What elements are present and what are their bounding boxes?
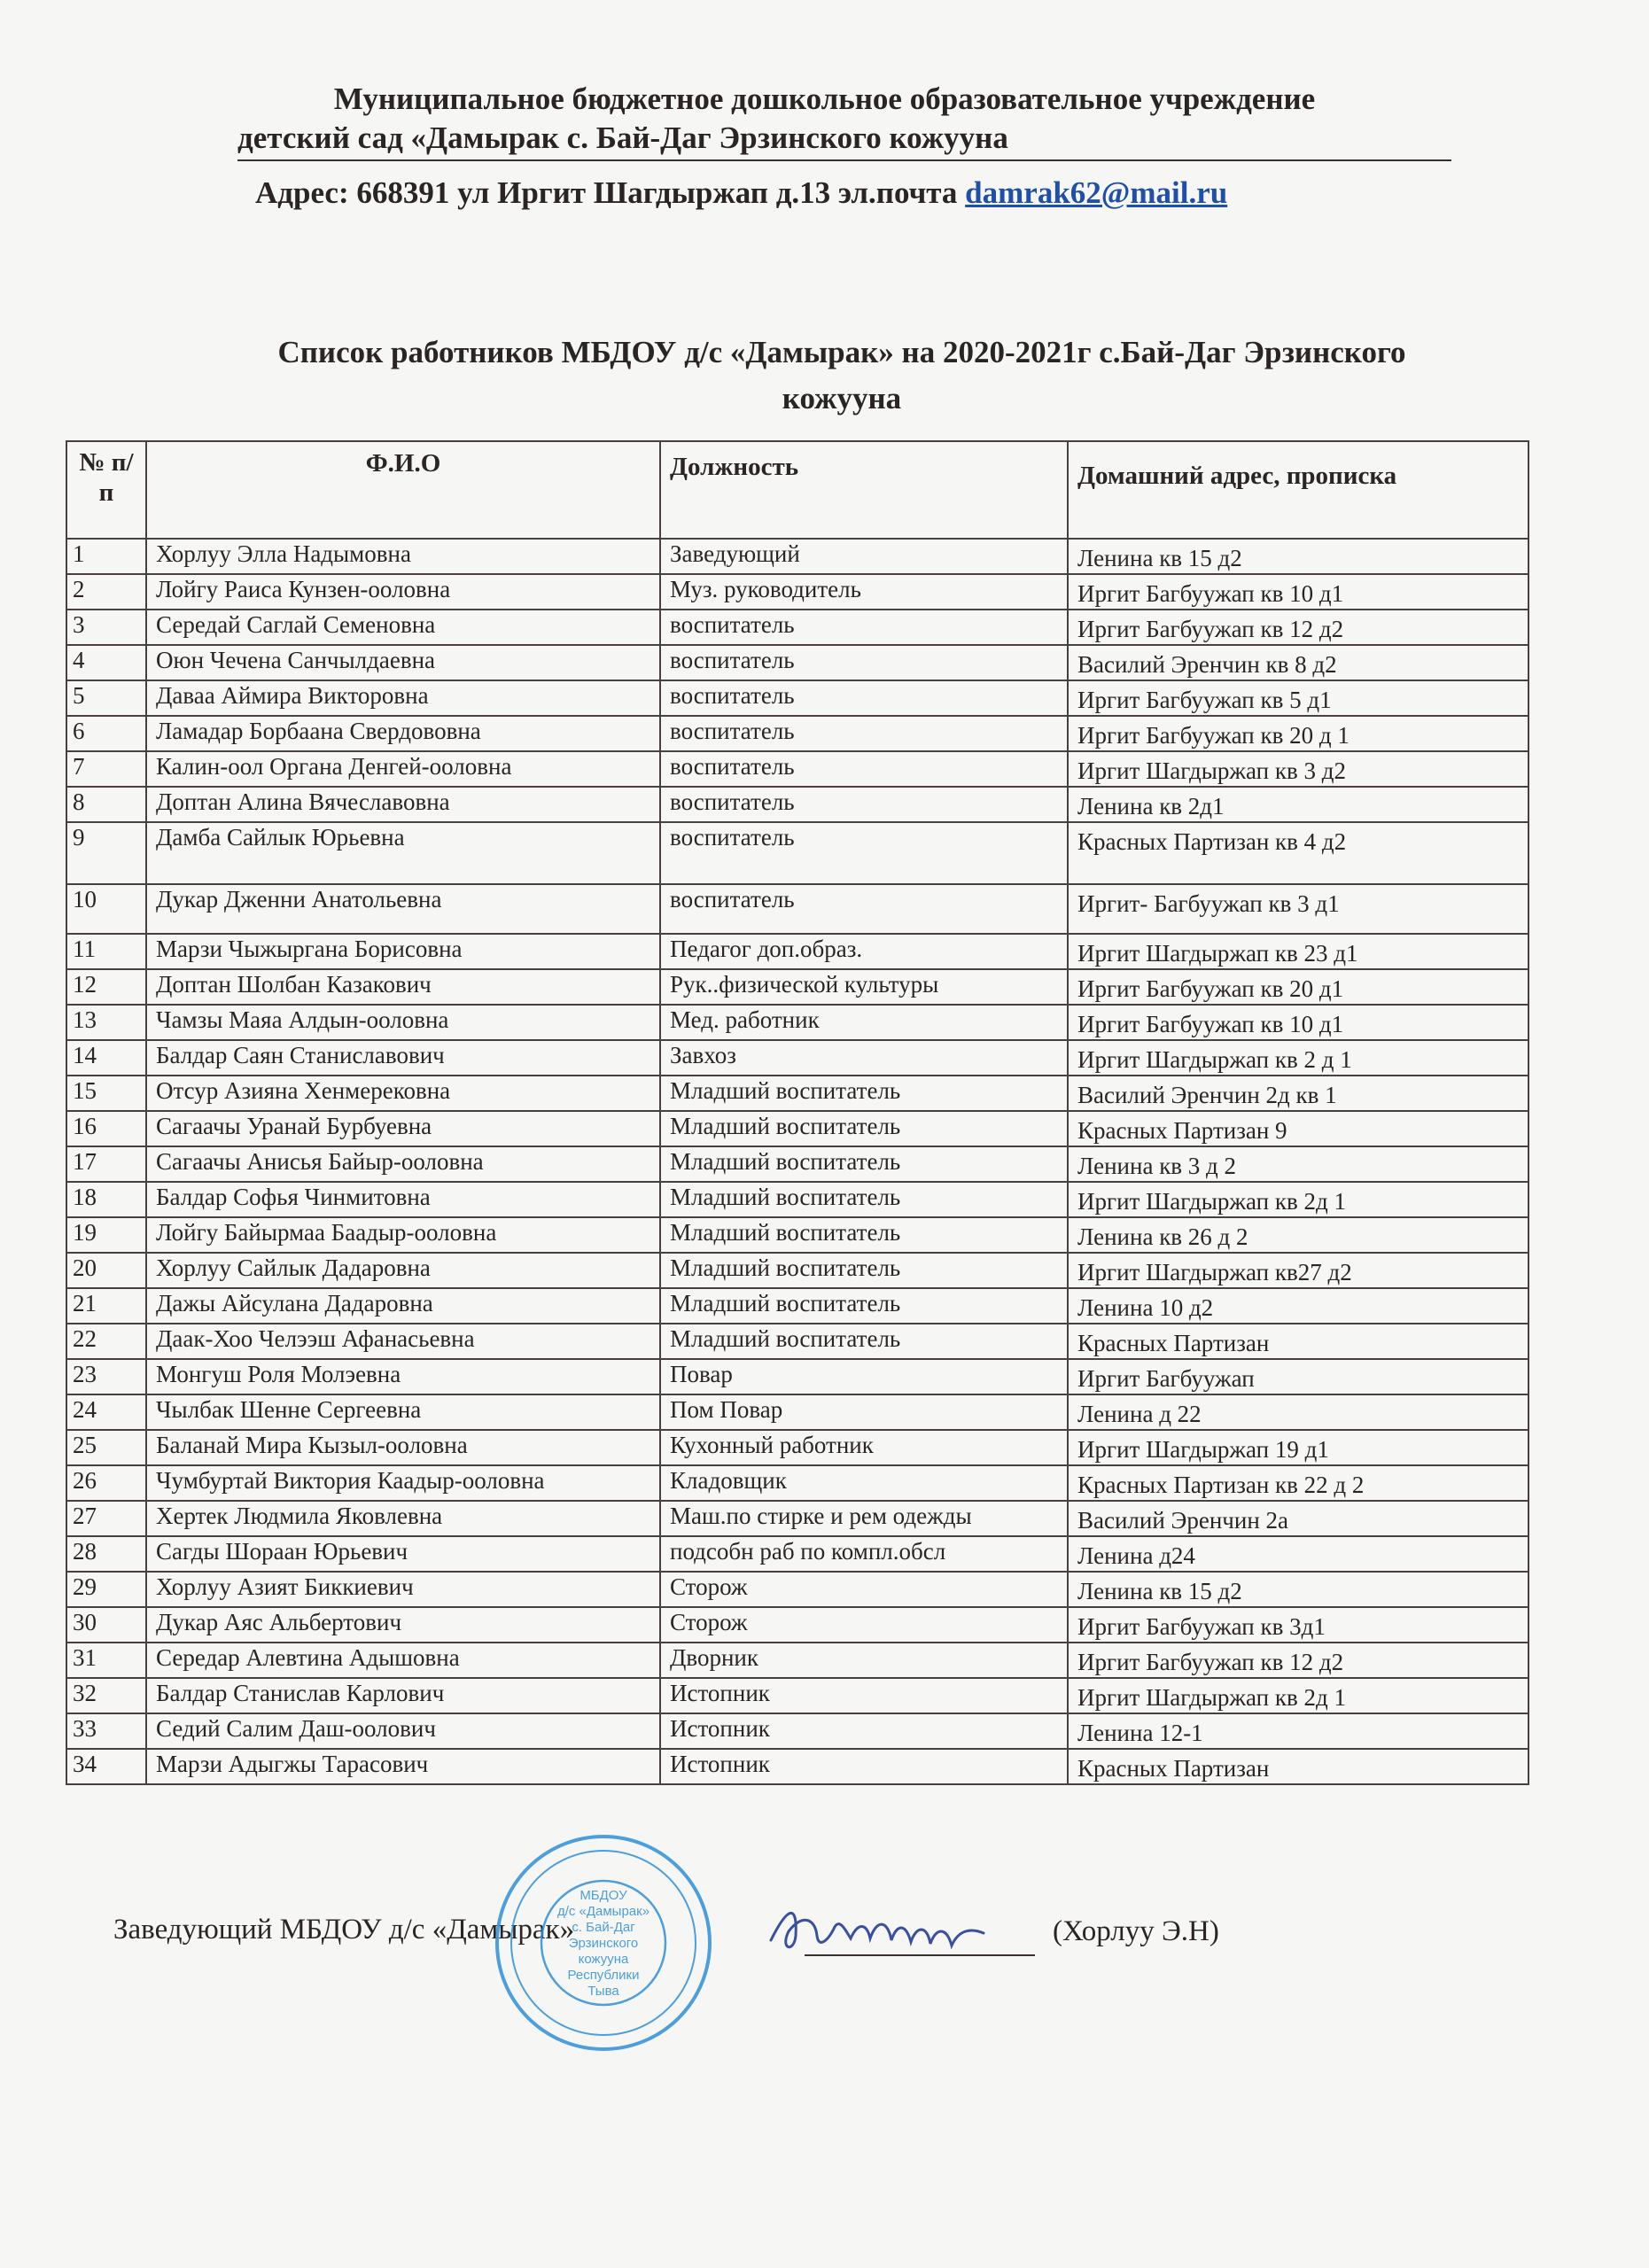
cell-fio: Чумбуртай Виктория Каадыр-ооловна xyxy=(146,1465,660,1501)
table-row xyxy=(66,1430,1528,1465)
cell-fio: Дукар Дженни Анатольевна xyxy=(146,884,660,934)
cell-number: 29 xyxy=(66,1572,146,1607)
cell-fio: Лойгу Раиса Кунзен-ооловна xyxy=(146,574,660,610)
cell-position: Младший воспитатель xyxy=(660,1182,1068,1217)
cell-number: 17 xyxy=(66,1146,146,1182)
cell-fio: Сагаачы Анисья Байыр-ооловна xyxy=(146,1146,660,1182)
cell-number: 2 xyxy=(66,574,146,610)
table-row xyxy=(66,1005,1528,1040)
cell-fio: Хертек Людмила Яковлевна xyxy=(146,1501,660,1536)
table-row xyxy=(66,645,1528,680)
table-row xyxy=(66,1465,1528,1501)
cell-address: Красных Партизан кв 4 д2 xyxy=(1068,822,1528,884)
cell-position: воспитатель xyxy=(660,716,1068,751)
cell-address: Иргит Шагдыржап кв27 д2 xyxy=(1068,1253,1528,1288)
handwritten-signature xyxy=(762,1887,1028,1967)
table-row xyxy=(66,787,1528,822)
org-name-line2: детский сад «Дамырак с. Бай-Даг Эрзинского кожууна xyxy=(237,120,1008,155)
table-row xyxy=(66,1572,1528,1607)
cell-number: 30 xyxy=(66,1607,146,1643)
cell-position: Завхоз xyxy=(660,1040,1068,1076)
cell-address: Иргит Шагдыржап кв 3 д2 xyxy=(1068,751,1528,787)
cell-fio: Дажы Айсулана Дадаровна xyxy=(146,1288,660,1324)
cell-number: 18 xyxy=(66,1182,146,1217)
stamp-text-line: Эрзинского xyxy=(568,1936,639,1951)
cell-address: Ленина кв 15 д2 xyxy=(1068,1572,1528,1607)
cell-address: Красных Партизан 9 xyxy=(1068,1111,1528,1146)
table-row xyxy=(66,1182,1528,1217)
cell-position: Младший воспитатель xyxy=(660,1288,1068,1324)
cell-fio: Хорлуу Сайлык Дадаровна xyxy=(146,1253,660,1288)
cell-fio: Седий Салим Даш-оолович xyxy=(146,1713,660,1749)
stamp-text-line: Республики xyxy=(567,1968,640,1983)
cell-address: Иргит Шагдыржап кв 23 д1 xyxy=(1068,934,1528,969)
table-row xyxy=(66,1288,1528,1324)
cell-number: 28 xyxy=(66,1536,146,1572)
cell-address: Ленина кв 3 д 2 xyxy=(1068,1146,1528,1182)
cell-fio: Хорлуу Азият Биккиевич xyxy=(146,1572,660,1607)
cell-fio: Оюн Чечена Санчылдаевна xyxy=(146,645,660,680)
cell-number: 7 xyxy=(66,751,146,787)
cell-position: Кухонный работник xyxy=(660,1430,1068,1465)
cell-address: Василий Эренчин кв 8 д2 xyxy=(1068,645,1528,680)
cell-address: Красных Партизан xyxy=(1068,1749,1528,1784)
column-header-number: № п/п xyxy=(66,441,146,539)
cell-address: Иргит- Багбуужап кв 3 д1 xyxy=(1068,884,1528,934)
cell-position: Мед. работник xyxy=(660,1005,1068,1040)
cell-position: Младший воспитатель xyxy=(660,1253,1068,1288)
table-row xyxy=(66,539,1528,574)
cell-address: Ленина д 22 xyxy=(1068,1394,1528,1430)
column-header-fio: Ф.И.О xyxy=(146,441,660,539)
cell-fio: Лойгу Байырмаа Баадыр-ооловна xyxy=(146,1217,660,1253)
title-line1: Список работников МБДОУ д/с «Дамырак» на 2020-2021г с.Бай-Даг Эрзинского xyxy=(277,335,1406,369)
cell-position: Истопник xyxy=(660,1749,1068,1784)
cell-number: 8 xyxy=(66,787,146,822)
table-row xyxy=(66,1359,1528,1394)
cell-number: 31 xyxy=(66,1643,146,1678)
cell-fio: Балдар Станислав Карлович xyxy=(146,1678,660,1713)
column-header-position: Должность xyxy=(660,441,1068,539)
official-stamp xyxy=(493,1832,714,2054)
cell-number: 24 xyxy=(66,1394,146,1430)
signature-title: Заведующий МБДОУ д/с «Дамырак» xyxy=(113,1914,575,1946)
cell-position: Пом Повар xyxy=(660,1394,1068,1430)
staff-table xyxy=(66,440,1529,1785)
cell-address: Иргит Багбуужап кв 5 д1 xyxy=(1068,680,1528,716)
cell-position: Педагог доп.образ. xyxy=(660,934,1068,969)
cell-address: Иргит Багбуужап кв 10 д1 xyxy=(1068,1005,1528,1040)
cell-number: 6 xyxy=(66,716,146,751)
table-row xyxy=(66,1253,1528,1288)
cell-position: Повар xyxy=(660,1359,1068,1394)
cell-address: Красных Партизан xyxy=(1068,1324,1528,1359)
cell-number: 21 xyxy=(66,1288,146,1324)
cell-address: Иргит Шагдыржап кв 2д 1 xyxy=(1068,1678,1528,1713)
column-header-address: Домашний адрес, прописка xyxy=(1068,441,1528,539)
cell-address: Ленина д24 xyxy=(1068,1536,1528,1572)
cell-position: Младший воспитатель xyxy=(660,1217,1068,1253)
cell-number: 22 xyxy=(66,1324,146,1359)
table-row xyxy=(66,1749,1528,1784)
cell-fio: Сагаачы Уранай Бурбуевна xyxy=(146,1111,660,1146)
cell-position: Младший воспитатель xyxy=(660,1324,1068,1359)
cell-fio: Сагды Шораан Юрьевич xyxy=(146,1536,660,1572)
cell-position: Младший воспитатель xyxy=(660,1076,1068,1111)
table-row xyxy=(66,1324,1528,1359)
cell-position: воспитатель xyxy=(660,822,1068,884)
cell-number: 15 xyxy=(66,1076,146,1111)
cell-position: Сторож xyxy=(660,1572,1068,1607)
cell-fio: Даак-Хоо Челээш Афанасьевна xyxy=(146,1324,660,1359)
cell-address: Иргит Багбуужап xyxy=(1068,1359,1528,1394)
cell-fio: Чамзы Маяа Алдын-ооловна xyxy=(146,1005,660,1040)
table-row xyxy=(66,716,1528,751)
cell-fio: Балдар Саян Станиславович xyxy=(146,1040,660,1076)
cell-fio: Доптан Алина Вячеславовна xyxy=(146,787,660,822)
cell-number: 1 xyxy=(66,539,146,574)
cell-number: 33 xyxy=(66,1713,146,1749)
cell-fio: Ламадар Борбаана Свердововна xyxy=(146,716,660,751)
table-row xyxy=(66,1394,1528,1430)
cell-number: 19 xyxy=(66,1217,146,1253)
cell-number: 16 xyxy=(66,1111,146,1146)
table-row xyxy=(66,1111,1528,1146)
cell-number: 23 xyxy=(66,1359,146,1394)
cell-position: Истопник xyxy=(660,1713,1068,1749)
table-body xyxy=(66,539,1528,1784)
cell-position: Сторож xyxy=(660,1607,1068,1643)
cell-address: Ленина 12-1 xyxy=(1068,1713,1528,1749)
table-row xyxy=(66,969,1528,1005)
table-row xyxy=(66,751,1528,787)
cell-fio: Баланай Мира Кызыл-ооловна xyxy=(146,1430,660,1465)
address-text: Адрес: 668391 ул Иргит Шагдыржап д.13 эл.почта xyxy=(255,175,966,210)
cell-address: Иргит Багбуужап кв 10 д1 xyxy=(1068,574,1528,610)
table-row xyxy=(66,884,1528,934)
cell-address: Василий Эренчин 2д кв 1 xyxy=(1068,1076,1528,1111)
table-header-row xyxy=(66,441,1528,539)
table-row xyxy=(66,680,1528,716)
cell-address: Ленина кв 2д1 xyxy=(1068,787,1528,822)
cell-number: 11 xyxy=(66,934,146,969)
table-row xyxy=(66,574,1528,610)
cell-number: 32 xyxy=(66,1678,146,1713)
signature-name: (Хорлуу Э.Н) xyxy=(1053,1915,1219,1947)
cell-fio: Середай Саглай Семеновна xyxy=(146,610,660,645)
cell-number: 34 xyxy=(66,1749,146,1784)
cell-address: Иргит Шагдыржап кв 2 д 1 xyxy=(1068,1040,1528,1076)
cell-number: 9 xyxy=(66,822,146,884)
cell-fio: Хорлуу Элла Надымовна xyxy=(146,539,660,574)
stamp-text-line: д/с «Дамырак» xyxy=(556,1904,650,1919)
cell-address: Иргит Багбуужап кв 20 д1 xyxy=(1068,969,1528,1005)
cell-address: Красных Партизан кв 22 д 2 xyxy=(1068,1465,1528,1501)
stamp-text-line: с. Бай-Даг xyxy=(572,1920,635,1935)
cell-address: Иргит Шагдыржап 19 д1 xyxy=(1068,1430,1528,1465)
stamp-text-line: МБДОУ xyxy=(579,1888,627,1903)
table-row xyxy=(66,1713,1528,1749)
title-line2: кожууна xyxy=(782,381,902,416)
cell-fio: Дамба Сайлык Юрьевна xyxy=(146,822,660,884)
table-row xyxy=(66,1501,1528,1536)
cell-address: Иргит Шагдыржап кв 2д 1 xyxy=(1068,1182,1528,1217)
cell-number: 10 xyxy=(66,884,146,934)
cell-address: Иргит Багбуужап кв 12 д2 xyxy=(1068,610,1528,645)
cell-number: 25 xyxy=(66,1430,146,1465)
cell-address: Ленина кв 15 д2 xyxy=(1068,539,1528,574)
cell-number: 3 xyxy=(66,610,146,645)
table-row xyxy=(66,1146,1528,1182)
document-title xyxy=(133,330,1551,422)
cell-address: Иргит Багбуужап кв 3д1 xyxy=(1068,1607,1528,1643)
cell-position: Младший воспитатель xyxy=(660,1111,1068,1146)
cell-fio: Монгуш Роля Молэевна xyxy=(146,1359,660,1394)
table-row xyxy=(66,610,1528,645)
table-row xyxy=(66,1217,1528,1253)
cell-fio: Марзи Адыгжы Тарасович xyxy=(146,1749,660,1784)
stamp-text-line: Тыва xyxy=(587,1984,619,1999)
cell-number: 26 xyxy=(66,1465,146,1501)
table-row xyxy=(66,822,1528,884)
cell-position: воспитатель xyxy=(660,610,1068,645)
email-link[interactable]: damrak62@mail.ru xyxy=(965,175,1228,210)
table-row xyxy=(66,1076,1528,1111)
table-row xyxy=(66,1040,1528,1076)
cell-address: Ленина 10 д2 xyxy=(1068,1288,1528,1324)
cell-position: Маш.по стирке и рем одежды xyxy=(660,1501,1068,1536)
cell-position: воспитатель xyxy=(660,751,1068,787)
cell-position: Дворник xyxy=(660,1643,1068,1678)
cell-fio: Даваа Аймира Викторовна xyxy=(146,680,660,716)
table-row xyxy=(66,934,1528,969)
table-row xyxy=(66,1678,1528,1713)
cell-fio: Калин-оол Органа Денгей-ооловна xyxy=(146,751,660,787)
cell-number: 20 xyxy=(66,1253,146,1288)
stamp-text-line: кожууна xyxy=(578,1952,629,1967)
header-underline xyxy=(237,159,1451,161)
cell-position: воспитатель xyxy=(660,680,1068,716)
cell-fio: Чылбак Шенне Сергеевна xyxy=(146,1394,660,1430)
org-name-line1: Муниципальное бюджетное дошкольное образовательное учреждение xyxy=(333,82,1316,116)
cell-address: Иргит Багбуужап кв 12 д2 xyxy=(1068,1643,1528,1678)
cell-fio: Дукар Аяс Альбертович xyxy=(146,1607,660,1643)
cell-number: 14 xyxy=(66,1040,146,1076)
cell-position: воспитатель xyxy=(660,787,1068,822)
cell-fio: Отсур Азияна Хенмерековна xyxy=(146,1076,660,1111)
cell-address: Иргит Багбуужап кв 20 д 1 xyxy=(1068,716,1528,751)
org-address xyxy=(255,175,1227,211)
cell-position: Заведующий xyxy=(660,539,1068,574)
cell-position: подсобн раб по компл.обсл xyxy=(660,1536,1068,1572)
table-row xyxy=(66,1607,1528,1643)
cell-position: Младший воспитатель xyxy=(660,1146,1068,1182)
cell-fio: Марзи Чыжыргана Борисовна xyxy=(146,934,660,969)
cell-number: 4 xyxy=(66,645,146,680)
cell-address: Ленина кв 26 д 2 xyxy=(1068,1217,1528,1253)
cell-fio: Доптан Шолбан Казакович xyxy=(146,969,660,1005)
cell-number: 13 xyxy=(66,1005,146,1040)
table-row xyxy=(66,1536,1528,1572)
cell-position: воспитатель xyxy=(660,884,1068,934)
cell-address: Василий Эренчин 2а xyxy=(1068,1501,1528,1536)
cell-position: Истопник xyxy=(660,1678,1068,1713)
cell-position: Кладовщик xyxy=(660,1465,1068,1501)
cell-position: воспитатель xyxy=(660,645,1068,680)
cell-fio: Середар Алевтина Адышовна xyxy=(146,1643,660,1678)
cell-position: Рук..физической культуры xyxy=(660,969,1068,1005)
cell-number: 12 xyxy=(66,969,146,1005)
cell-number: 27 xyxy=(66,1501,146,1536)
cell-fio: Балдар Софья Чинмитовна xyxy=(146,1182,660,1217)
table-row xyxy=(66,1643,1528,1678)
cell-number: 5 xyxy=(66,680,146,716)
cell-position: Муз. руководитель xyxy=(660,574,1068,610)
